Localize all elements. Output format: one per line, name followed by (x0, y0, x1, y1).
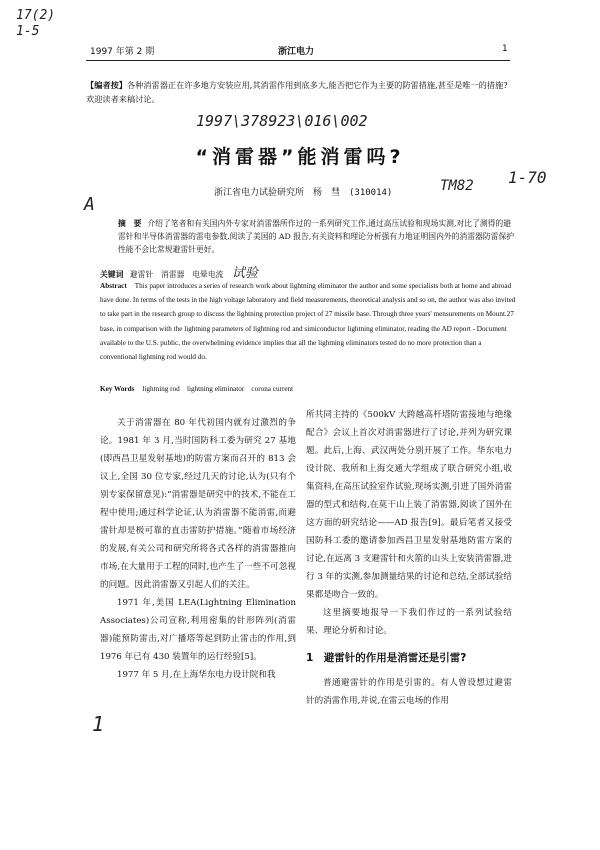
body-paragraph: 这里摘要地报导一下我们作过的一系列试验结果、理论分析和讨论。 (306, 608, 512, 636)
body-paragraph: 关于消雷器在 80 年代初国内就有过激烈的争论。1981 年 3 月,当时国防科工委为研究 27 基地(即西昌卫星发射基地)的防雷方案而召开的 813 会议上,全国 30 位专家,经过几天的讨论,认为(只有个别专家保留意见):“消雷器是研究中的技术,不能在工程中使用;通过科学论证,认为消雷器不能消雷,而避雷针却是极可靠的直击雷防护措施。”随着市场经济的发展,有关公司和研究所将各式各样的消雷器推向市场,在大量用于工程的同时,也产生了一些不可忽视的问题。因此消雷器又引起人们的关注。 (100, 418, 296, 590)
handwritten-note-top-left: 17(2) 1-5 (16, 8, 56, 39)
body-column-right (306, 406, 512, 710)
issue-label: 1997 年第 2 期 (90, 47, 155, 57)
abstract-cn-text: 介绍了笔者和有关国内外专家对消雷器所作过的一系列研究工作,通过高压试验和现场实测,对比了测得的避雷针和半导体消雷器的雷电参数,阅读了美国的 AD 报告,有关资料和理论分析强有力地证明国内外的消雷器防雷保护性能不会比常规避雷针更好。 (118, 219, 515, 254)
handwritten-side-note: TM82 (440, 178, 474, 194)
keywords-cn-label: 关键词 (100, 270, 124, 279)
keywords-en-items: lightning rod lightning eliminator corona current (142, 385, 294, 393)
handwritten-classification-note: 1997\378923\016\002 (196, 112, 368, 130)
keywords-en-label: Key Words (100, 385, 135, 393)
keywords-cn-items: 避雷针 消雷器 电晕电流 (129, 270, 224, 279)
body-paragraph: 普通避雷针的作用是引雷的。有人曾设想过避雷针的消雷作用,并说,在雷云电场的作用 (306, 678, 512, 706)
body-column-left (100, 414, 296, 684)
journal-name: 浙江电力 (278, 47, 315, 57)
editor-note (86, 78, 511, 106)
abstract-en-label: Abstract (100, 282, 127, 290)
header-rule (86, 60, 510, 61)
article-title: “消雷器”能消雷吗? (195, 146, 405, 168)
body-paragraph: 所共同主持的《500kV 大跨越高杆塔防雷接地与绝缘配合》会议上首次对消雷器进行了讨论,并列为研究课题。此后,上海、武汉两处分别开展了工作。华东电力设计院、我所和上海交通大学组成了联合研究小组,收集资料,在高压试验室作试验,现场实测,引进了国外消雷器的型式和结构,在莫干山上装了消雷器,阅读了国外在这方面的研究结论——AD 报告[9]。最后笔者又接受国防科工委的邀请参加西昌卫星发射基地防雷方案的讨论,在远离 3 支避雷针和火箭的山头上安装消雷器,进行 3 年的实测,参加测量结果的讨论和总结,全部试验结果都是吻合一致的。 (306, 410, 512, 600)
abstract-en-text: This paper introduces a series of research work about lightning eliminator the author and some specialists both at home and abroad have done. In terms of the tests in the high voltage laboratory and field measurements, theoretical analysis and so on, the author was also invited to take part in the research group to discuss the lightning protection project of 27 missile base. Through three years' mensurements on Mount.27 base, in comparison with the lightning parameters of lightning rod and simiconductor lightning eliminator, reading the AD report - Document available to the U.S. public, the overwhelming evidence implies that all the lightning eliminators tested do no more protection than a conventional lightning rod would do. (100, 282, 516, 362)
abstract-english (100, 279, 520, 364)
author-affiliation: 浙江省电力试验研究所 杨 彗 (310014) (214, 188, 393, 198)
editor-note-label: 【编者按】 (86, 80, 127, 90)
body-paragraph: 1977 年 5 月,在上海华东电力设计院和我 (117, 670, 276, 680)
body-paragraph: 1971 年,美国 LEA(Lightning Elimination Associates)公司宣称,利用密集的针形阵列(消雷器)能预防雷击,对广播塔等起到防止雷击的作用,到 1976 年已有 430 装置年的运行经验[5]。 (100, 598, 296, 662)
handwritten-letter-a: A (84, 194, 95, 215)
section-heading: 1 避雷针的作用是消雷还是引雷? (306, 652, 467, 664)
editor-note-text: 各种消雷器正在许多地方安装应用,其消雷作用到底多大,能否把它作为主要的防雷措施,甚至是唯一的措施?欢迎读者来稿讨论。 (86, 80, 508, 104)
abstract-cn-label: 摘 要 (118, 219, 142, 228)
handwritten-margin-mark: 1 (92, 712, 105, 736)
handwritten-side-range: 1-70 (508, 168, 547, 187)
page-number: 1 (502, 44, 508, 54)
keywords-english (100, 384, 293, 394)
abstract-chinese (118, 217, 515, 256)
handwritten-keyword-addition: 试验 (231, 266, 258, 281)
